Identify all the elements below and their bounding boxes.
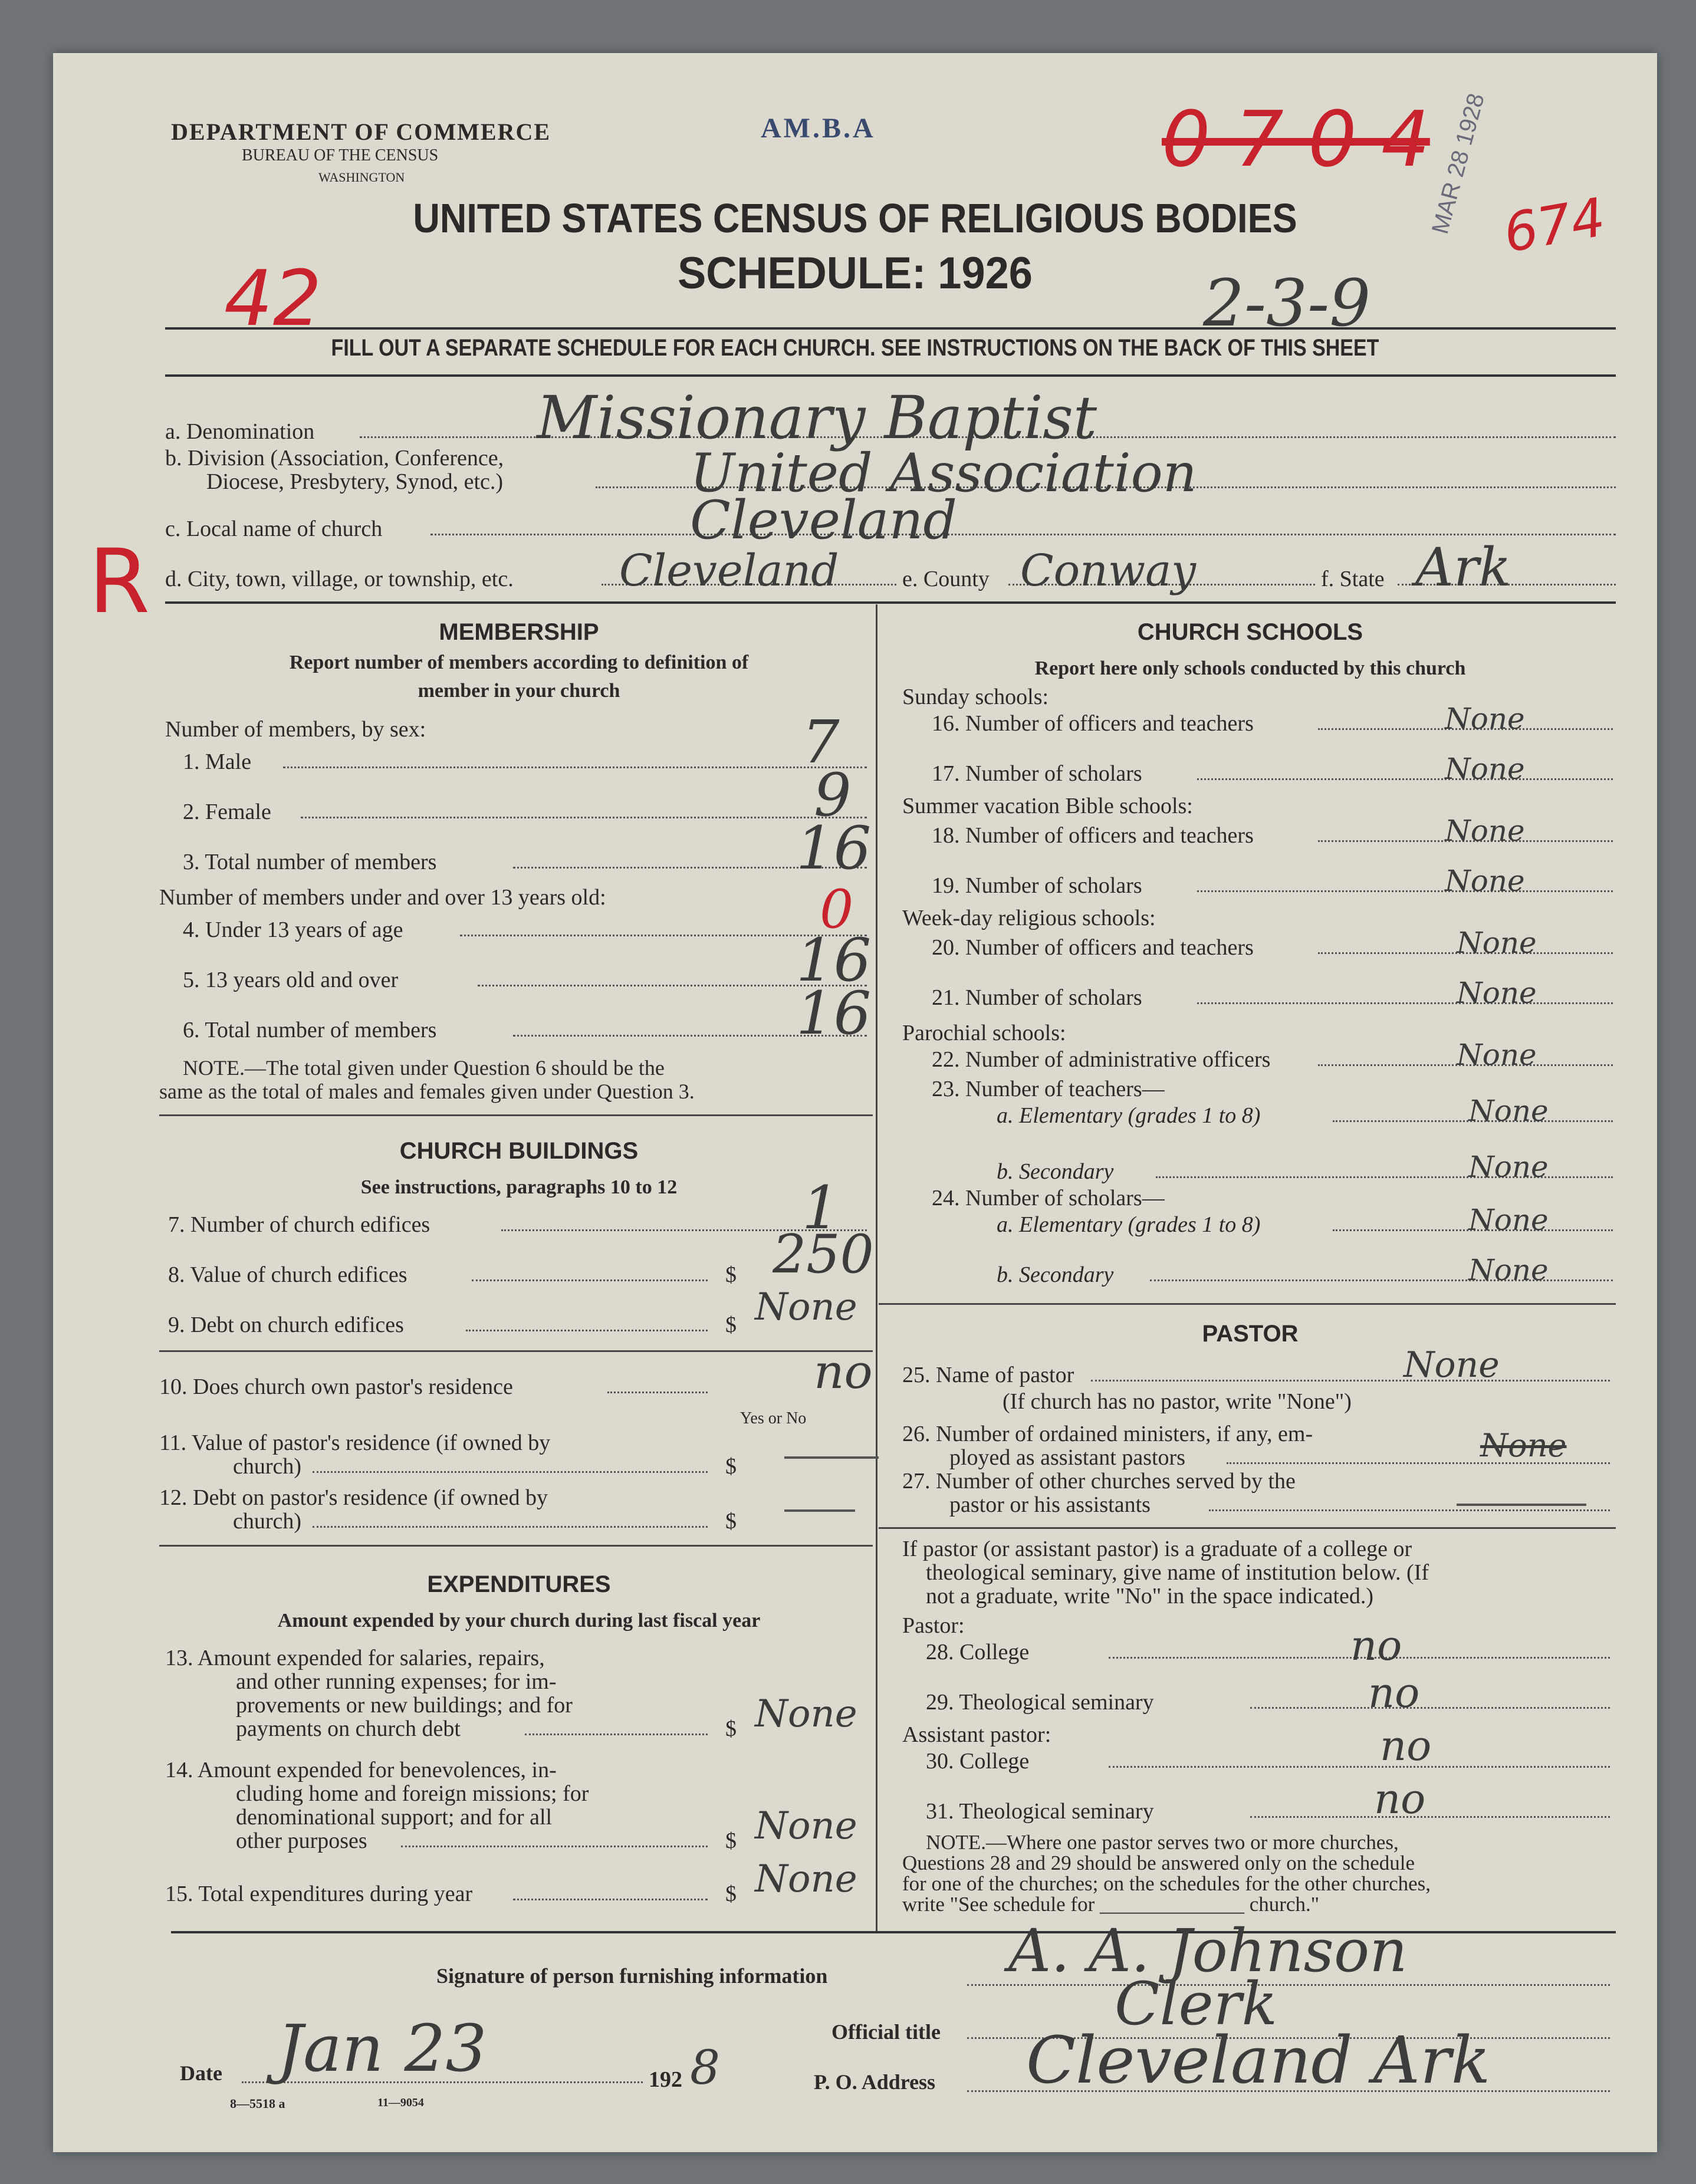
q28-value[interactable]: no bbox=[1350, 1621, 1402, 1670]
pastor-note: NOTE.—Where one pastor serves two or more churches, bbox=[926, 1831, 1399, 1854]
membership-subtitle: Report number of members according to definition of bbox=[289, 652, 749, 673]
fill-line bbox=[430, 534, 1616, 535]
pastor-note-4: write "See schedule for ______________ church." bbox=[902, 1893, 1320, 1916]
expenditures-heading: EXPENDITURES bbox=[427, 1571, 611, 1597]
q14-value[interactable]: None bbox=[755, 1804, 857, 1848]
buildings-subtitle: See instructions, paragraphs 10 to 12 bbox=[360, 1176, 678, 1198]
residence-debt-label-2: church) bbox=[233, 1509, 302, 1534]
denomination-value[interactable]: Missionary Baptist bbox=[537, 383, 1097, 452]
q24-label: 24. Number of scholars— bbox=[932, 1186, 1165, 1211]
q14-line-2: cluding home and foreign missions; for bbox=[236, 1781, 589, 1806]
sunday-schools-label: Sunday schools: bbox=[902, 685, 1049, 709]
q21-label: 21. Number of scholars bbox=[932, 985, 1142, 1010]
q13-line-3: provements or new buildings; and for bbox=[236, 1693, 573, 1718]
q27-label: 27. Number of other churches served by the bbox=[902, 1469, 1296, 1494]
pastor-heading: PASTOR bbox=[1202, 1321, 1299, 1347]
fill-line bbox=[401, 1846, 708, 1847]
total-members-label: 3. Total number of members bbox=[183, 850, 437, 874]
edifices-value[interactable]: 250 bbox=[773, 1223, 874, 1285]
q24b-value[interactable]: None bbox=[1468, 1253, 1549, 1287]
q23a-label: a. Elementary (grades 1 to 8) bbox=[997, 1103, 1261, 1128]
over-13-label: 5. 13 years old and over bbox=[183, 968, 399, 992]
schools-subtitle: Report here only schools conducted by this church bbox=[1034, 657, 1466, 679]
po-address-label: P. O. Address bbox=[814, 2070, 936, 2094]
q20-label: 20. Number of officers and teachers bbox=[932, 935, 1254, 960]
q23b-label: b. Secondary bbox=[997, 1159, 1114, 1184]
fill-line bbox=[301, 817, 867, 818]
edifices-count-label: 7. Number of church edifices bbox=[168, 1212, 430, 1237]
state-value[interactable]: Ark bbox=[1415, 537, 1511, 598]
q21-value[interactable]: None bbox=[1457, 976, 1537, 1010]
year-prefix: 192 bbox=[649, 2067, 682, 2092]
q19-value[interactable]: None bbox=[1445, 864, 1525, 898]
dollar-sign: $ bbox=[725, 1716, 737, 1741]
census-schedule-form bbox=[53, 53, 1657, 2152]
q15-label: 15. Total expenditures during year bbox=[165, 1882, 473, 1906]
schools-heading: CHURCH SCHOOLS bbox=[1137, 619, 1363, 645]
pencil-code: 2-3-9 bbox=[1203, 265, 1371, 341]
q26-label: 26. Number of ordained ministers, if any, em- bbox=[902, 1422, 1313, 1446]
q16-label: 16. Number of officers and teachers bbox=[932, 711, 1254, 736]
pastor-subheading: Pastor: bbox=[902, 1613, 965, 1638]
q26-value[interactable]: None bbox=[1480, 1427, 1567, 1464]
county-value[interactable]: Conway bbox=[1020, 545, 1197, 596]
division-label-2: Diocese, Presbytery, Synod, etc.) bbox=[206, 469, 504, 494]
form-code: 11—9054 bbox=[377, 2096, 424, 2109]
division-label: b. Division (Association, Conference, bbox=[165, 446, 504, 471]
q26-label-2: ployed as assistant pastors bbox=[949, 1445, 1186, 1470]
official-title-value[interactable]: Clerk bbox=[1115, 1969, 1278, 2038]
yes-no-hint: Yes or No bbox=[740, 1409, 807, 1428]
fill-line bbox=[1109, 1766, 1610, 1768]
q24a-value[interactable]: None bbox=[1468, 1203, 1549, 1237]
dollar-sign: $ bbox=[725, 1882, 737, 1906]
female-label: 2. Female bbox=[183, 800, 271, 824]
residence-value-blank[interactable] bbox=[784, 1456, 879, 1459]
over-13-value[interactable]: 16 bbox=[796, 926, 872, 995]
fill-line bbox=[313, 1471, 708, 1473]
fill-line bbox=[466, 1330, 708, 1331]
summer-schools-label: Summer vacation Bible schools: bbox=[902, 794, 1193, 818]
department-label: DEPARTMENT OF COMMERCE bbox=[171, 119, 551, 145]
membership-note-2: same as the total of males and females given under Question 3. bbox=[159, 1080, 695, 1103]
dollar-sign: $ bbox=[725, 1454, 737, 1479]
pastor-note-2: Questions 28 and 29 should be answered only on the schedule bbox=[902, 1851, 1415, 1874]
city-label: d. City, town, village, or township, etc. bbox=[165, 567, 514, 591]
q13-line-2: and other running expenses; for im- bbox=[236, 1669, 557, 1694]
form-title: UNITED STATES CENSUS OF RELIGIOUS BODIES bbox=[413, 195, 1297, 241]
city-value[interactable]: Cleveland bbox=[619, 545, 839, 596]
members-by-sex-label: Number of members, by sex: bbox=[165, 717, 426, 742]
edifices-count-value[interactable]: 1 bbox=[802, 1173, 840, 1242]
q13-value[interactable]: None bbox=[755, 1692, 857, 1736]
fill-line bbox=[513, 1899, 708, 1900]
q31-label: 31. Theological seminary bbox=[926, 1799, 1154, 1824]
pastor-note-3: for one of the churches; on the schedules for the other churches, bbox=[902, 1872, 1431, 1895]
date-value[interactable]: Jan 23 bbox=[277, 2011, 487, 2086]
q19-label: 19. Number of scholars bbox=[932, 873, 1142, 898]
residence-value-label: 11. Value of pastor's residence (if owned by bbox=[159, 1430, 551, 1455]
expenditures-subtitle: Amount expended by your church during last fiscal year bbox=[277, 1610, 761, 1632]
divider bbox=[165, 374, 1616, 377]
q17-label: 17. Number of scholars bbox=[932, 761, 1142, 786]
dollar-sign: $ bbox=[725, 1828, 737, 1853]
form-number: 8—5518 a bbox=[230, 2096, 285, 2111]
edifices-debt-value[interactable]: None bbox=[755, 1285, 857, 1329]
q17-value[interactable]: None bbox=[1445, 752, 1525, 786]
column-divider bbox=[876, 604, 877, 1931]
fill-line bbox=[313, 1526, 708, 1528]
fill-line bbox=[1209, 1509, 1610, 1511]
fill-line bbox=[525, 1734, 708, 1735]
edifices-value-label: 8. Value of church edifices bbox=[168, 1262, 407, 1287]
q25-value[interactable]: None bbox=[1404, 1344, 1500, 1386]
county-label: e. County bbox=[902, 567, 990, 591]
q14-line-1: 14. Amount expended for benevolences, in- bbox=[165, 1758, 557, 1782]
division-value[interactable]: United Association bbox=[690, 442, 1197, 504]
dollar-sign: $ bbox=[725, 1509, 737, 1534]
schedule-title: SCHEDULE: 1926 bbox=[678, 248, 1033, 298]
red-number-annotation: 42 bbox=[224, 254, 322, 343]
edifices-debt-label: 9. Debt on church edifices bbox=[168, 1313, 404, 1337]
red-crossed-code: 0 7 0 4 bbox=[1162, 94, 1430, 184]
pastor-residence-label: 10. Does church own pastor's residence bbox=[159, 1374, 513, 1399]
female-value[interactable]: 9 bbox=[814, 761, 852, 830]
signature-label: Signature of person furnishing information bbox=[436, 1964, 828, 1988]
pastor-residence-value[interactable]: no bbox=[814, 1344, 873, 1399]
divider bbox=[879, 1527, 1616, 1529]
q23b-value[interactable]: None bbox=[1468, 1150, 1549, 1184]
membership-heading: MEMBERSHIP bbox=[439, 619, 599, 645]
red-letter-annotation: R bbox=[88, 531, 150, 633]
q30-label: 30. College bbox=[926, 1749, 1030, 1774]
fill-line bbox=[607, 1392, 708, 1393]
male-label: 1. Male bbox=[183, 749, 252, 774]
q24a-label: a. Elementary (grades 1 to 8) bbox=[997, 1212, 1261, 1237]
dollar-sign: $ bbox=[725, 1313, 737, 1337]
fill-line bbox=[1197, 1002, 1613, 1004]
denomination-label: a. Denomination bbox=[165, 419, 315, 444]
q13-line-4: payments on church debt bbox=[236, 1716, 461, 1741]
q18-value[interactable]: None bbox=[1445, 814, 1525, 848]
amba-stamp: AM.B.A bbox=[761, 113, 876, 144]
q18-label: 18. Number of officers and teachers bbox=[932, 823, 1254, 848]
bureau-label: BUREAU OF THE CENSUS bbox=[242, 146, 439, 165]
state-label: f. State bbox=[1321, 567, 1385, 591]
divider bbox=[159, 1114, 873, 1116]
local-name-value[interactable]: Cleveland bbox=[690, 489, 958, 551]
fill-line bbox=[283, 767, 867, 768]
signature-value[interactable]: A. A. Johnson bbox=[1008, 1916, 1408, 1985]
weekday-schools-label: Week-day religious schools: bbox=[902, 906, 1156, 930]
under-13-label: 4. Under 13 years of age bbox=[183, 917, 403, 942]
members-by-age-label: Number of members under and over 13 years old: bbox=[159, 885, 606, 910]
q25-note: (If church has no pastor, write "None") bbox=[1003, 1389, 1352, 1414]
q29-label: 29. Theological seminary bbox=[926, 1690, 1154, 1715]
divider bbox=[879, 1303, 1616, 1305]
graduate-instructions: If pastor (or assistant pastor) is a graduate of a college or bbox=[902, 1537, 1412, 1561]
received-date-stamp: MAR 28 1928 bbox=[1427, 90, 1490, 237]
total-members-2-label: 6. Total number of members bbox=[183, 1018, 437, 1042]
q23a-value[interactable]: None bbox=[1468, 1094, 1549, 1128]
po-address-value[interactable]: Cleveland Ark bbox=[1026, 2022, 1491, 2098]
assistant-pastor-subheading: Assistant pastor: bbox=[902, 1722, 1051, 1747]
residence-value-label-2: church) bbox=[233, 1454, 302, 1479]
membership-subtitle-2: member in your church bbox=[418, 680, 620, 702]
q15-value[interactable]: None bbox=[755, 1857, 857, 1901]
q20-value[interactable]: None bbox=[1457, 926, 1537, 960]
dollar-sign: $ bbox=[725, 1262, 737, 1287]
official-title-label: Official title bbox=[831, 2020, 941, 2044]
divider bbox=[159, 1545, 873, 1547]
divider bbox=[165, 601, 1616, 604]
divider bbox=[159, 1350, 873, 1352]
q14-line-4: other purposes bbox=[236, 1828, 367, 1853]
q22-value[interactable]: None bbox=[1457, 1038, 1537, 1072]
q31-value[interactable]: no bbox=[1374, 1775, 1426, 1823]
year-suffix[interactable]: 8 bbox=[690, 2040, 720, 2095]
q25-label: 25. Name of pastor bbox=[902, 1363, 1074, 1387]
under-13-value[interactable]: 0 bbox=[820, 879, 854, 940]
fill-line bbox=[1250, 1816, 1610, 1818]
fill-line bbox=[1197, 778, 1613, 780]
fill-line bbox=[1091, 1380, 1610, 1382]
washington-label: WASHINGTON bbox=[318, 170, 405, 185]
fill-line bbox=[1197, 890, 1613, 892]
graduate-instructions-2: theological seminary, give name of institution below. (If bbox=[926, 1560, 1429, 1585]
fill-line bbox=[472, 1280, 708, 1281]
q16-value[interactable]: None bbox=[1445, 702, 1525, 736]
q14-line-3: denominational support; and for all bbox=[236, 1805, 553, 1830]
total-members-value[interactable]: 16 bbox=[796, 814, 872, 883]
q23-label: 23. Number of teachers— bbox=[932, 1077, 1165, 1101]
parochial-schools-label: Parochial schools: bbox=[902, 1021, 1066, 1045]
fill-line bbox=[1250, 1707, 1610, 1709]
residence-debt-label: 12. Debt on pastor's residence (if owned by bbox=[159, 1485, 548, 1510]
graduate-instructions-3: not a graduate, write "No" in the space indicated.) bbox=[926, 1584, 1374, 1609]
q13-line-1: 13. Amount expended for salaries, repairs, bbox=[165, 1646, 545, 1670]
q30-value[interactable]: no bbox=[1380, 1722, 1432, 1770]
q22-label: 22. Number of administrative officers bbox=[932, 1047, 1271, 1072]
q24b-label: b. Secondary bbox=[997, 1262, 1114, 1287]
q27-blank[interactable] bbox=[1457, 1504, 1586, 1506]
local-name-label: c. Local name of church bbox=[165, 517, 383, 541]
date-label: Date bbox=[180, 2061, 222, 2085]
instructions-line: FILL OUT A SEPARATE SCHEDULE FOR EACH CHURCH. SEE INSTRUCTIONS ON THE BACK OF THIS SHEET bbox=[331, 335, 1379, 361]
divider bbox=[165, 327, 1616, 330]
q27-label-2: pastor or his assistants bbox=[949, 1492, 1151, 1517]
q28-label: 28. College bbox=[926, 1640, 1030, 1665]
red-side-number: 674 bbox=[1499, 186, 1610, 265]
residence-debt-blank[interactable] bbox=[784, 1509, 855, 1512]
buildings-heading: CHURCH BUILDINGS bbox=[399, 1138, 639, 1164]
total-members-2-value[interactable]: 16 bbox=[796, 979, 872, 1048]
male-value[interactable]: 7 bbox=[802, 708, 840, 777]
membership-note: NOTE.—The total given under Question 6 should be the bbox=[183, 1056, 665, 1080]
q29-value[interactable]: no bbox=[1368, 1669, 1420, 1717]
